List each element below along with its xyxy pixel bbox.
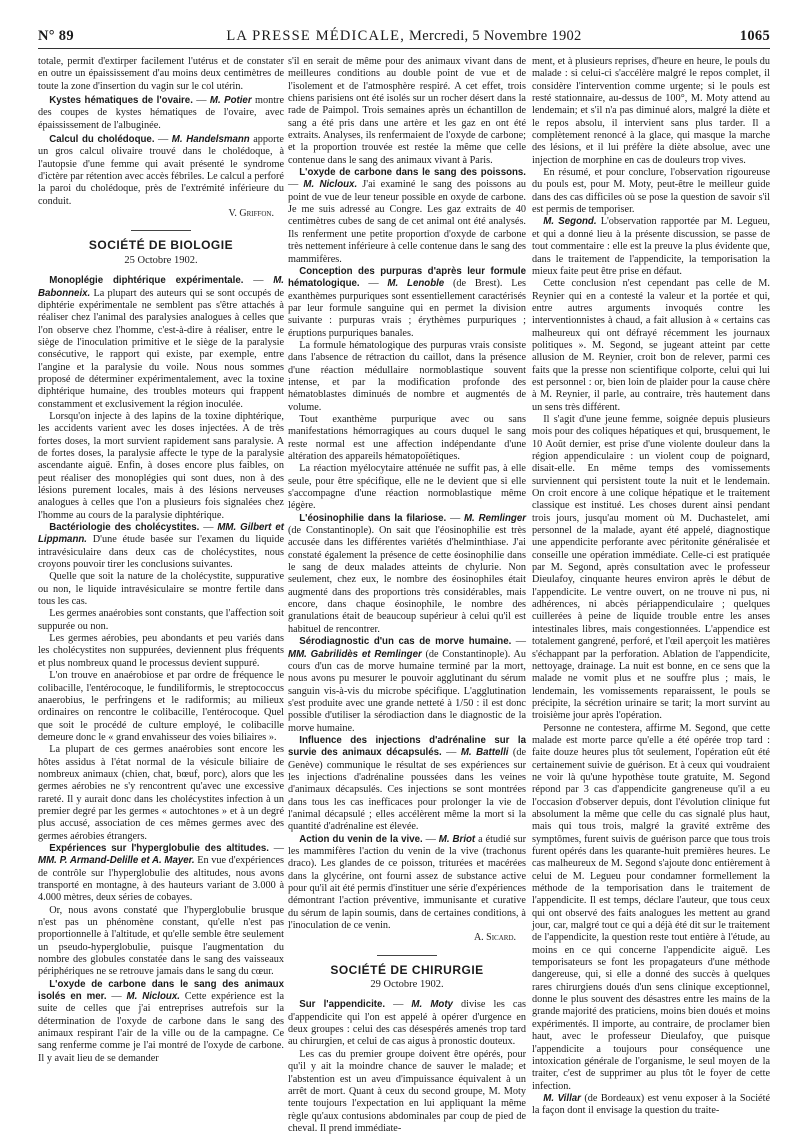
article-author: M. Nicloux. [303, 179, 358, 191]
article-title: Sérodiagnostic d'un cas de morve humaine. [299, 636, 512, 648]
page-header [38, 28, 770, 48]
article-text: La plupart des auteurs qui se sont occupés de diphtérie expérimentale ne semblent pas s'être attachés à réaliser chez l'animal des paralysies analogues à celles que l'on observe chez l'homme, c'est-à-dire à réaliser, entre le siège de l'inoculation primitive et le siège de la paralysie consécutive, le rapport qui existe, par exemple, entre l'angine et la paralysie du voile. Nous nous sommes proposé de déterminer expérimentalement, avec la toxine diphtérique humaine, des troubles moteurs qui frappent constamment et exclusivement la région inoculée. [38, 287, 285, 410]
article-text: divise les cas d'appendicite qui l'on est appelé à opérer d'urgence en deux groupes : celui des cas désespérés amenés trop tard au chirurgien, et celui de cas aigus à pronostic douteux. [288, 999, 526, 1048]
signature: A. Sicard. [473, 932, 516, 944]
article-text: D'une étude basée sur l'examen du liquide intravésiculaire dans deux cas de cholécystites, nous croyons pouvoir tirer les conclusions suivantes. [38, 534, 284, 571]
article-author: M. Moty [411, 999, 453, 1011]
article-text: apporte un gros calcul olivaire trouvé dans le cholédoque, à l'autopsie d'une femme qui avait présenté le syndrome d'ictère par rétention avec accès fébriles. Le calcul a perforé la paroi du cholédoque, près de l'extrémité inférieure du conduit. [38, 134, 284, 207]
article-title: Influence des injections d'adrénaline sur la survie des animaux décapsulés. [288, 734, 526, 759]
article-place: (de Brest). [452, 278, 503, 290]
signature: V. Griffon. [228, 208, 274, 220]
paragraph: Cette conclusion n'est cependant pas celle de M. Reynier qui en a contesté la valeur et la portée et qui, entre autres arguments invoqués contre les interventionnistes à chaud, a fait allusion à « certains cas malheureux qui ont défrayé récemment les journaux politiques ». M. Segond, se jugeant atteint par cette allusion de M. Reynier, croit bon de relever, parmi ces faits que la presse non scientifique colporte, celui qui lui est personnel : or, bien loin de plaider pour la cause chère à M. Reynier, il parle, au contraire, très hautement dans un sens très différent. [532, 278, 770, 413]
journal-title [38, 28, 770, 45]
paragraph: La réaction myélocytaire atténuée ne suffit pas, à elle seule, pour être spécifique, elle ne le devient que si elle s'accompagne d'une réaction normoblastique même légère. [288, 463, 526, 512]
article-morve: Sérodiagnostic d'un cas de morve humaine. — MM. Gabrilidès et Remlinger (de Constantinople). Au cours d'un cas de morve humaine terminé par la mort, nous avons pu mesurer le pouvoir agglutinant du sérum sanguin vis-à-vis du microbe spécifique. L'agglutination s'est produite avec une grande netteté à 1/50 : il est donc possible d'utiliser la sérodiaction dans le diagnostic de la morve humaine. [288, 636, 527, 734]
paragraph: Or, nous avons constaté que l'hyperglobulie brusque n'est pas un phénomène constant, qu'elle n'est pas proportionnelle à l'altitude, et qu'elle semble être seulement un pseudo-hyperglobulie, puisque l'augmentation du nombre des globules constatée dans le sang des vaisseaux périphériques ne se retrouve jamais dans le sang du cœur. [38, 904, 284, 978]
paragraph: Les germes aérobies, peu abondants et peu variés dans les cholécystites non suppurées, deviennent plus fréquents et plus nombreux quand le processus devient suppuré. [38, 633, 284, 669]
separator [377, 955, 437, 956]
article-adrenaline: Influence des injections d'adrénaline sur la survie des animaux décapsulés. — M. Battelli (de Genève) communique le résultat de ses expériences sur les injections d'adrénaline poussées dans les veines d'animaux décapsulés. Ces injections se sont montrées dans tous les cas inefficaces pour prolonger la vie de l'animal décapsulé ; elles accélèrent même la mort si la quantité d'adrénaline est élevée. [288, 734, 526, 833]
article-text: a étudié sur les mammifères l'action du venin de la vive (trachonus draco). Les glandes de ce poisson, triturées et macérées dans la glycérine, ont fourni assez de substance active pour qu'il ait été permis d'instituer une série d'expériences démontrant l'action préventive, immunisante et curative du sérum de lapin soumis, dans de certaines conditions, à l'inoculation de ce venin. [288, 833, 527, 932]
article-oxyde-poissons: L'oxyde de carbone dans le sang des poissons. — M. Nicloux. J'ai examiné le sang des poissons au point de vue de leur teneur possible en oxyde de carbone. Je me suis adressé au Congre. Les gaz extraits de 40 centimètres cubes de sang de cet animal ont été analysés. Ils renferment une petite proportion d'oxyde de carbone très nettement inférieure à celle contenue dans le sang des mammifères. [288, 167, 527, 265]
article-text: En vue d'expériences de contrôle sur l'hyperglobulie des altitudes, nous avons transporté en montagne, à des hauteurs variant de 3.000 à 4.000 mètres, deux séries de cobayes. [38, 855, 284, 904]
paragraph: La formule hématologique des purpuras vrais consiste dans l'absence de rétraction du caillot, dans la présence d'une réaction médullaire normoblastique souvent intense, et par la modification profonde des hématoblastes diminués de nombre et augmentés de volume. [288, 339, 526, 413]
article-author: M. Segond. [543, 216, 597, 228]
society-heading: SOCIÉTÉ DE BIOLOGIE [88, 238, 234, 253]
paragraph: s'il en serait de même pour des animaux vivant dans de meilleures conditions au double point de vue et de l'isolement et de l'atmosphère respiré. A cet effet, trois chiens parisiens ont été isolés sur un rocher désert dans la rade de Paimpol. Trois semaines après un échantillon de sang a été pris dans une artère et les gaz en ont été extraits. Analyses, ils renfermaient de l'oxyde de carbone; et la proportion trouvée est restée la même que celle contenue dans le sang des animaux vivant à Paris. [288, 56, 526, 166]
paragraph: Les germes anaérobies sont constants, que l'affection soit suppurée ou non. [38, 608, 284, 632]
article-author: M. Lenoble [387, 278, 445, 290]
article-text: Les exanthèmes purpuriques sont essentiellement caractérisés par leur formule sanguine qui en permet la division suivante : purpuras vrais ; érythèmes purpuriques ; éruptions purpuriques banales. [288, 278, 527, 339]
article-place: (de Constantinople). [288, 525, 375, 537]
article-author: MM. Gabrilidès et Remlinger [288, 648, 422, 660]
paragraph: ment, et à plusieurs reprises, d'heure en heure, le pouls du malade : si celui-ci s'accélère malgré le repos complet, il considère l'intervention comme urgente; si le pouls est resté stationnaire, au-dessus de 100°, M. Moty attend au lendemain; et s'il n'a pas diminué alors, malgré la diète et le repos absolu, il intervient sans plus tarder. Il a complètement renoncé à la glace, qui masque la marche des lésions, et il lui préfère la diète absolue, avec une injection de morphine en cas de douleurs trop vives. [532, 56, 770, 166]
column-2 [288, 56, 527, 1134]
article-kystes: Kystes hématiques de l'ovaire. — M. Potier montre des coupes de kystes hématiques de l'ovaire, avec épaississement de l'albuginée. [38, 95, 285, 131]
page-number: 1065 [739, 28, 770, 44]
article-place: (de Genève) [288, 747, 526, 771]
article-hyperglobulie: Expériences sur l'hyperglobulie des altitudes. — MM. P. Armand-Delille et A. Mayer. En vue d'expériences de contrôle sur l'hyperglobulie des altitudes, nous avons transporté en montagne, à des hauteurs variant de 3.000 à 4.000 mètres, deux séries de cobayes. [38, 842, 285, 904]
society-date: 25 Octobre 1902. [124, 254, 198, 266]
article-oxyde-mer: L'oxyde de carbone dans le sang des animaux isolés en mer. — M. Nicloux. Cette expérience est la suite de celles que j'ai entreprises autrefois sur la détermination de l'oxyde de carbone dans le sang des animaux respirant l'air de la ville ou de la campagne. Ce sang renferme comme je l'ai montré de l'oxyde de carbone. Il y avait lieu de se demander [38, 978, 285, 1064]
article-eosinophilie: L'éosinophilie dans la filariose. — M. Remlinger (de Constantinople). On sait que l'éosinophilie est très accusée dans les différentes variétés d'helminthiase. J'ai constaté également la présence de cette éosinophilie dans le sang de deux malades atteints de chylurie. Non seulement, chez eux, le nombre des éosinophiles était augmenté dans des proportions très considérables, mais encore, dans chaque éosinophile, le nombre des granulations était de beaucoup supérieur à celui qu'il est habituel de rencontrer. [288, 512, 526, 635]
paragraph: Lorsqu'on injecte à des lapins de la toxine diphtérique, les accidents varient avec les doses injectées. A de très fortes doses, la mort survient rapidement sans paralysie. A de fortes doses, la paralysie affecte le type de la paralysie ascendante aiguë. Enfin, à doses encore plus faibles, on peut réaliser des monoplégies qui sont dues, non à des lésions purement locales, mais à des lésions nerveuses analogues à celles que l'on a plusieurs fois signalées chez l'homme au cours de la paralysie diphtérique. [38, 410, 284, 521]
paragraph: En résumé, et pour conclure, l'observation rigoureuse du pouls est, pour M. Moty, peut-être le meilleur guide dans des cas difficiles où se pose la question de savoir s'il est permis de temporiser. [532, 167, 770, 216]
article-text: Cette expérience est la suite de celles que j'ai entreprises autrefois sur la détermination de l'oxyde de carbone dans le sang des animaux respirant l'air de la ville ou de la campagne. Ce sang renferme comme je l'ai montré de l'oxyde de carbone. Il y avait lieu de se demander [38, 991, 285, 1064]
article-place: (de Constantinople). [425, 648, 511, 660]
journal-name: LA PRESSE MÉDICALE, [226, 28, 406, 44]
article-purpuras: Conception des purpuras d'après leur formule hématologique. — M. Lenoble (de Brest). Les exanthèmes purpuriques sont essentiellement caractérisés par leur formule sanguine qui en permet la division suivante : purpuras vrais ; érythèmes purpuriques ; éruptions purpuriques banales. [288, 265, 527, 339]
article-text: On sait que l'éosinophilie est très accusée dans les différentes variétés d'helminthiase. J'ai constaté également la présence de cette éosinophilie dans le sang de deux malades atteints de chylurie. Non seulement, chez eux, le nombre des éosinophiles était augmenté dans des proportions très considérables, mais encore, dans chaque éosinophile, le nombre des granulations était de beaucoup supérieur à celui qu'il est habituel de rencontrer. [288, 525, 526, 635]
article-venin: Action du venin de la vive. — M. Briot a étudié sur les mammifères l'action du venin de la vive (trachonus draco). Les glandes de ce poisson, triturées et macérées dans la glycérine, ont fourni assez de substance active pour qu'il ait été permis d'instituer une série d'expériences démontrant l'action préventive, immunisante et curative du sérum de lapin soumis, dans de certaines conditions, à l'inoculation de ce venin. [288, 833, 527, 932]
article-title: Action du venin de la vive. [299, 833, 423, 845]
article-author: M. Briot [438, 833, 476, 845]
paragraph: Personne ne contestera, affirme M. Segond, que cette malade est morte parce qu'elle a été opérée trop tard : faite douze heures plus tôt seulement, l'opération eût été certainement suivie de guérison. Et à ceux qui voudraient ne voir là qu'une hypothèse toute gratuite, M. Segond répond par 3 cas d'appendicite gangreneuse qu'il a eu l'occasion d'observer depuis, dont l'évolution clinique fut absolument la même que celle du cas signalé plus haut, mais qui tous trois, malgré la gravité extrême des symptômes, furent suivis de guérison parce que tous trois furent opérés dans les quarante-huit premières heures. Le cas malheureux de M. Segond s'ajoute donc entièrement à celui de M. Legueu pour condamner formellement la méthode de la temporisation dans le traitement de l'appendicite. Il est temps, déclare l'auteur, que tous ceux qui ont observé des faits analogues les mettent au grand jour, car, malgré tout ce qui a déjà été dit sur le traitement de l'appendicite, la question reste tout entière à l'étude, au moins en ce qui concerne l'appendicite aiguë. Les temporisateurs se font les propagateurs d'une méthode dangereuse, qui, si elle a donné des succès à quelques rares chirurgiens doués d'un sens clinique exceptionnel, donne le plus souvent des désastres entre les mains de la grande majorité des praticiens, moins bien doués et moins expérimentés. Il importe, au contraire, de proclamer bien haut, avec le professeur Dieulafoy, que puisque l'appendicite a toujours pour conséquence une intoxication générale de l'organisme, le seul moyen de la traiter, c'est de supprimer au plus tôt le foyer de cette infection. [532, 722, 770, 1092]
society-date: 29 Octobre 1902. [370, 979, 444, 991]
paragraph: La plupart de ces germes anaérobies sont encore les hôtes assidus à l'état normal de la vésicule biliaire de nombreux animaux (chien, chat, bœuf, porc), alors que les germes aérobies ne s'y rencontrent qu'avec une excessive rareté. Il y aurait donc dans les cholécystites infection à un premier degré par les germes « autochtones » et à un degré plus accusé, association de ces mêmes germes avec des germes aérobies étrangers. [38, 744, 284, 842]
header-rule [38, 48, 770, 49]
article-text: est venu exposer à la Société la façon dont il envisage la question du traite- [532, 1092, 771, 1117]
article-title: L'éosinophilie dans la filariose. [299, 512, 447, 524]
issue-date: Mercredi, 5 Novembre 1902 [409, 28, 582, 44]
article-appendicite: Sur l'appendicite. — M. Moty divise les cas d'appendicite qui l'on est appelé à opérer d'urgence en deux groupes : celui des cas désespérés amenés trop tard au chirurgien, et celui de cas aigus à pronostic douteux. [288, 999, 526, 1048]
article-text: Au cours d'un cas de morve humaine terminé par la mort, nous avons pu mesurer le pouvoir agglutinant du sérum sanguin vis-à-vis du microbe spécifique. L'agglutination s'est produite avec une grande netteté à 1/50 : il est donc possible d'utiliser la sérodiaction dans le diagnostic de la morve humaine. [288, 648, 526, 734]
article-title: Kystes hématiques de l'ovaire. [49, 95, 193, 107]
article-author: MM. Gilbert et Lippmann. [38, 522, 284, 546]
paragraph: totale, permit d'extirper facilement l'utérus et de constater en outre un épaississement d'au moins deux centimètres de toute la zone d'insertion du vagin sur le col utérin. [38, 56, 284, 92]
paragraph: Les cas du premier groupe doivent être opérés, pour qu'il y ait la moindre chance de sauver le malade; et l'abstention est un aveu d'impuissance équivalent à un arrêt de mort. Quant à ceux du second groupe, M. Moty tente toujours l'expectation en lui appliquant la même règle qu'aux contusions abdominales par coup de pied de cheval. Il prend immédiate- [288, 1048, 526, 1134]
article-text: montre des coupes de kystes hématiques de l'ovaire, avec épaississement de l'albuginée. [38, 95, 285, 131]
article-title: Sur l'appendicite. [299, 999, 386, 1011]
article-title: Conception des purpuras d'après leur formule hématologique. [288, 265, 526, 290]
article-title: Bactériologie des cholécystites. [49, 522, 200, 534]
article-segond [532, 216, 770, 278]
article-author: M. Villar [543, 1092, 581, 1104]
paragraph: L'on trouve en anaérobiose et par ordre de fréquence le colibacille, l'entérocoque, le fundiliformis, le streptococcus anaerobius, le perfringens et le radiformis; au milieux ordinaires on rencontre le colibacille, l'entérocoque. Quel que soit le procédé de culture employé, le colibacille demeure donc le « grand envahisseur des voies biliaires ». [38, 670, 284, 743]
article-text: L'observation rapportée par M. Legueu, et qui a donné lieu à la présente discussion, se passe de tout commentaire : elle est la preuve la plus évidente que, dans le traitement de l'appendicite, la temporisation la mieux faite peut être prise en défaut. [532, 216, 770, 277]
article-title: Expériences sur l'hyperglobulie des altitudes. [49, 842, 269, 854]
paragraph: Tout exanthème purpurique avec ou sans manifestations hémorragiques au cours duquel le sang reste normal est une affection indépendante d'une altération des appareils hématopoïétiques. [288, 413, 526, 462]
article-bacteriologie: Bactériologie des cholécystites. — MM. Gilbert et Lippmann. D'une étude basée sur l'examen du liquide intravésiculaire dans deux cas de cholécystites, nous croyons pouvoir tirer les conclusions suivantes. [38, 522, 284, 571]
article-text: communique le résultat de ses expériences sur les injections d'adrénaline poussées dans les veines d'animaux décapsulés. Ces injections se sont montrées dans tous les cas inefficaces pour prolonger la vie de l'animal décapsulé ; elles accélèrent même la mort si la quantité d'adrénaline est élevée. [288, 759, 526, 833]
article-author: MM. P. Armand-Delille et A. Mayer. [38, 855, 195, 867]
article-author: M. Babonneix. [38, 275, 284, 299]
column-1 [38, 56, 284, 1078]
column-3 [532, 56, 771, 1117]
article-text: J'ai examiné le sang des poissons au point de vue de leur teneur possible en oxyde de carbone. Je me suis adressé au Congre. Les gaz extraits de 40 centimètres cubes de sang de cet animal ont été analysés. Ils renferment une petite proportion d'oxyde de carbone très nettement inférieure à celle contenue dans le sang des mammifères. [288, 179, 527, 265]
article-author: M. Battelli [460, 747, 509, 759]
article-villar [532, 1093, 770, 1118]
issue-number: N° 89 [38, 28, 74, 44]
article-monoplegie: Monoplégie diphtérique expérimentale. — M. Babonneix. La plupart des auteurs qui se sont occupés de diphtérie expérimentale ne semblent pas s'être attachés à réaliser chez l'animal des paralysies analogues à celles que l'on observe chez l'homme, c'est-à-dire à réaliser, entre le siège de l'inoculation primitive et le siège de la paralysie consécutive, le rapport qui existe, par exemple, entre l'angine et la paralysie du voile. Nous nous sommes proposé de déterminer expérimentalement, avec la toxine diphtérique humaine, des troubles moteurs qui frappent constamment et exclusivement la région inoculée. [38, 275, 285, 410]
article-author: M. Potier [209, 95, 252, 107]
separator [131, 230, 191, 231]
article-title: L'oxyde de carbone dans le sang des animaux isolés en mer. [38, 978, 284, 1003]
article-author: M. Nicloux. [126, 991, 180, 1003]
society-heading: SOCIÉTÉ DE CHIRURGIE [330, 962, 484, 977]
article-title: L'oxyde de carbone dans le sang des poissons. [299, 167, 526, 179]
article-place: (de Bordeaux) [584, 1092, 645, 1104]
article-title: Monoplégie diphtérique expérimentale. [49, 275, 244, 287]
paragraph: Il s'agit d'une jeune femme, soignée depuis plusieurs mois pour des coliques hépatiques et qui, brusquement, le 10 Août dernier, est prise d'une violente douleur dans la région appendiculaire : un violent coup de poignard, disait-elle. En même temps des vomissements surviennent qui persistent toute la nuit et le lendemain. On croit encore à une colique hépatique et le traitement classique est institué. Les choses durent ainsi pendant trois jours, jusqu'au moment où M. Duchastelet, ami personnel de la malade, ayant été appelé, diagnostique une appendicite perforante avec péritonite généralisée et conseille une opération immédiate. Celle-ci est pratiquée par M. Segond, après consultation avec le professeur Dieulafoy, cinquante heures environ après le début de l'appendicite. Le ventre ouvert, on ne trouve ni pus, ni adhérences, ni abcès périappendiculaire ; quelques cuillerées à peine de liquide trouble entre les anses intestinales libres, mais congestionnées. L'appendice est totalement gangrené, perforé, et l'œil aperçoit les matières s'échappant par la perforation. Ablation de l'appendicite, nettoyage, drainage. La nuit est bonne, en ce sens que la malade ne vomit plus et ne souffre plus ; mais, le lendemain, les vomissements reparaissent, le pouls se précipite, la sécrétion urinaire se tarit; la mort survint au troisième jour après l'opération. [532, 413, 770, 722]
paragraph: Quelle que soit la nature de la cholécystite, suppurative ou non, le liquide intravésiculaire se montre fertile dans tous les cas. [38, 571, 284, 608]
article-calcul: Calcul du cholédoque. — M. Handelsmann apporte un gros calcul olivaire trouvé dans le cholédoque, à l'autopsie d'une femme qui avait présenté le syndrome d'ictère par rétention avec accès fébriles. Le calcul a perforé la paroi du cholédoque, près de l'extrémité inférieure du conduit. [38, 134, 284, 207]
article-author: M. Handelsmann [171, 134, 250, 146]
article-author: M. Remlinger [463, 512, 526, 524]
article-title: Calcul du cholédoque. [49, 134, 155, 146]
